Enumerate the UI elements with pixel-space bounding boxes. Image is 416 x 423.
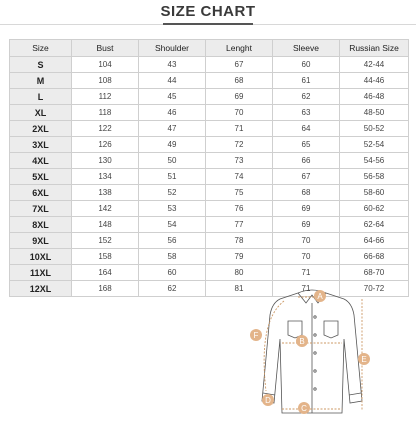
title-bar <box>0 0 416 28</box>
table-row <box>10 217 409 233</box>
table-cell: 104 <box>72 57 139 73</box>
table-header-row <box>10 40 409 57</box>
header-bust: Bust <box>72 40 139 57</box>
table-cell: 52-54 <box>340 137 409 153</box>
table-row <box>10 57 409 73</box>
table-cell: 79 <box>206 249 273 265</box>
svg-text:C: C <box>301 404 307 413</box>
table-row <box>10 265 409 281</box>
table-row <box>10 89 409 105</box>
table-cell: 44-46 <box>340 73 409 89</box>
table-cell: 158 <box>72 249 139 265</box>
table-cell: 52 <box>139 185 206 201</box>
svg-text:D: D <box>265 396 271 405</box>
size-cell: 8XL <box>10 217 72 233</box>
label-c <box>298 402 310 414</box>
table-cell: 62 <box>273 89 340 105</box>
size-cell: 10XL <box>10 249 72 265</box>
table-cell: 72 <box>206 137 273 153</box>
table-cell: 48-50 <box>340 105 409 121</box>
shirt-measurement-diagram <box>236 281 386 421</box>
size-cell: XL <box>10 105 72 121</box>
table-cell: 71 <box>206 121 273 137</box>
table-cell: 138 <box>72 185 139 201</box>
title-divider <box>0 24 416 25</box>
table-cell: 67 <box>273 169 340 185</box>
table-cell: 53 <box>139 201 206 217</box>
table-cell: 108 <box>72 73 139 89</box>
table-cell: 148 <box>72 217 139 233</box>
title-divider-accent <box>163 23 253 25</box>
table-cell: 118 <box>72 105 139 121</box>
table-cell: 64 <box>273 121 340 137</box>
size-cell: 9XL <box>10 233 72 249</box>
shirt-outline <box>262 290 362 413</box>
size-cell: 2XL <box>10 121 72 137</box>
table-cell: 70 <box>206 105 273 121</box>
table-cell: 164 <box>72 265 139 281</box>
table-cell: 49 <box>139 137 206 153</box>
table-cell: 50-52 <box>340 121 409 137</box>
table-cell: 70 <box>273 233 340 249</box>
table-cell: 69 <box>206 89 273 105</box>
table-cell: 61 <box>273 73 340 89</box>
label-e <box>358 353 370 365</box>
size-table <box>9 39 409 297</box>
table-cell: 70 <box>273 249 340 265</box>
page-title: SIZE CHART <box>160 3 256 20</box>
header-length: Lenght <box>206 40 273 57</box>
table-cell: 142 <box>72 201 139 217</box>
table-row <box>10 137 409 153</box>
table-cell: 60 <box>139 265 206 281</box>
table-cell: 62 <box>139 281 206 297</box>
table-cell: 68 <box>206 73 273 89</box>
table-cell: 60 <box>273 57 340 73</box>
table-cell: 58-60 <box>340 185 409 201</box>
table-cell: 75 <box>206 185 273 201</box>
table-cell: 134 <box>72 169 139 185</box>
size-cell: 3XL <box>10 137 72 153</box>
table-cell: 152 <box>72 233 139 249</box>
table-cell: 112 <box>72 89 139 105</box>
header-shoulder: Shoulder <box>139 40 206 57</box>
table-cell: 58 <box>139 249 206 265</box>
table-cell: 46-48 <box>340 89 409 105</box>
table-cell: 65 <box>273 137 340 153</box>
svg-text:A: A <box>317 292 323 301</box>
label-a <box>314 290 326 302</box>
table-cell: 74 <box>206 169 273 185</box>
table-cell: 54 <box>139 217 206 233</box>
svg-text:B: B <box>299 337 305 346</box>
table-cell: 66 <box>273 153 340 169</box>
size-cell: S <box>10 57 72 73</box>
table-cell: 69 <box>273 201 340 217</box>
table-cell: 64-66 <box>340 233 409 249</box>
table-cell: 78 <box>206 233 273 249</box>
table-cell: 56 <box>139 233 206 249</box>
svg-text:E: E <box>361 355 367 364</box>
table-cell: 68 <box>273 185 340 201</box>
table-cell: 63 <box>273 105 340 121</box>
size-cell: M <box>10 73 72 89</box>
svg-text:F: F <box>253 331 259 340</box>
table-row <box>10 153 409 169</box>
size-cell: 6XL <box>10 185 72 201</box>
table-row <box>10 105 409 121</box>
table-cell: 80 <box>206 265 273 281</box>
table-row <box>10 169 409 185</box>
table-cell: 126 <box>72 137 139 153</box>
table-cell: 66-68 <box>340 249 409 265</box>
table-cell: 71 <box>273 265 340 281</box>
table-cell: 51 <box>139 169 206 185</box>
label-b <box>296 335 308 347</box>
table-cell: 130 <box>72 153 139 169</box>
table-body <box>10 57 409 297</box>
table-cell: 68-70 <box>340 265 409 281</box>
table-cell: 60-62 <box>340 201 409 217</box>
table-cell: 56-58 <box>340 169 409 185</box>
table-cell: 81 <box>206 281 273 297</box>
table-cell: 67 <box>206 57 273 73</box>
table-cell: 42-44 <box>340 57 409 73</box>
table-cell: 50 <box>139 153 206 169</box>
table-cell: 122 <box>72 121 139 137</box>
label-d <box>262 394 274 406</box>
table-cell: 47 <box>139 121 206 137</box>
table-cell: 70-72 <box>340 281 409 297</box>
size-cell: 5XL <box>10 169 72 185</box>
table-cell: 73 <box>206 153 273 169</box>
table-row <box>10 249 409 265</box>
table-cell: 69 <box>273 217 340 233</box>
table-cell: 76 <box>206 201 273 217</box>
table-cell: 77 <box>206 217 273 233</box>
table-cell: 45 <box>139 89 206 105</box>
table-row <box>10 201 409 217</box>
table-cell: 43 <box>139 57 206 73</box>
table-cell: 62-64 <box>340 217 409 233</box>
size-cell: 4XL <box>10 153 72 169</box>
size-cell: L <box>10 89 72 105</box>
size-cell: 7XL <box>10 201 72 217</box>
table-cell: 168 <box>72 281 139 297</box>
table-cell: 54-56 <box>340 153 409 169</box>
table-row <box>10 73 409 89</box>
header-russian-size: Russian Size <box>340 40 409 57</box>
table-row <box>10 121 409 137</box>
table-row <box>10 185 409 201</box>
table-cell: 46 <box>139 105 206 121</box>
table-row <box>10 233 409 249</box>
label-f <box>250 329 262 341</box>
header-size: Size <box>10 40 72 57</box>
size-cell: 11XL <box>10 265 72 281</box>
size-cell: 12XL <box>10 281 72 297</box>
header-sleeve: Sleeve <box>273 40 340 57</box>
table-cell: 71 <box>273 281 340 297</box>
table-cell: 44 <box>139 73 206 89</box>
